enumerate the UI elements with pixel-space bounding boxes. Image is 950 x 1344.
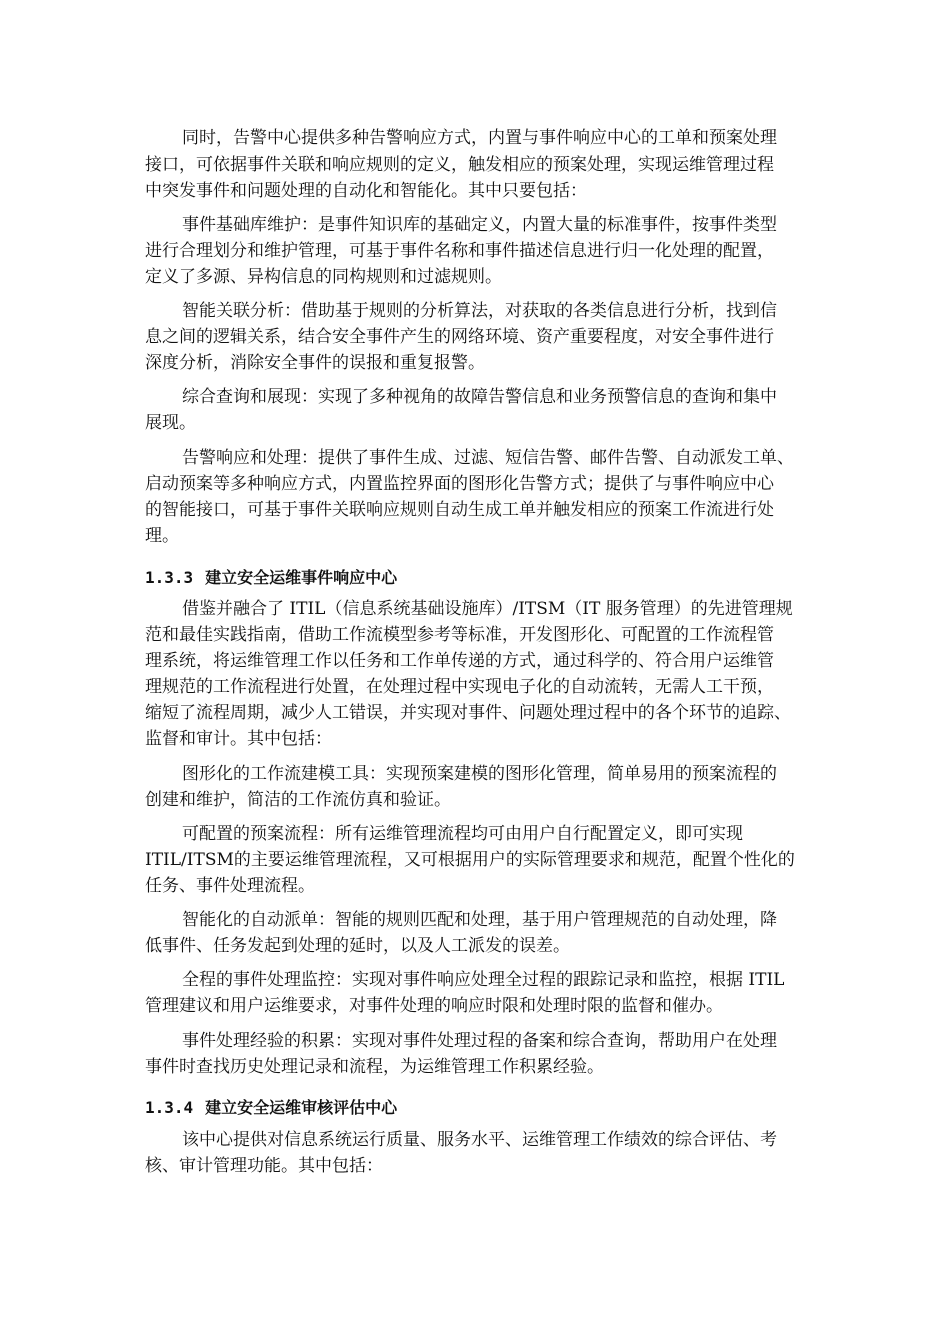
paragraph-line: 定义了多源、异构信息的同构规则和过滤规则。 bbox=[145, 267, 502, 287]
paragraph-line: 智能化的自动派单：智能的规则匹配和处理，基于用户管理规范的自动处理，降 bbox=[182, 910, 777, 930]
paragraph-line: 全程的事件处理监控：实现对事件响应处理全过程的跟踪记录和监控，根据 ITIL bbox=[182, 970, 785, 990]
section-title: 建立安全运维事件响应中心 bbox=[205, 568, 398, 587]
paragraph-line: 中突发事件和问题处理的自动化和智能化。其中只要包括： bbox=[145, 181, 587, 201]
paragraph-line: 管理建议和用户运维要求，对事件处理的响应时限和处理时限的监督和催办。 bbox=[145, 996, 723, 1016]
section-number: 1.3.3 bbox=[145, 568, 194, 587]
paragraph-line: 综合查询和展现：实现了多种视角的故障告警信息和业务预警信息的查询和集中 bbox=[182, 387, 777, 407]
paragraph-line: 事件时查找历史处理记录和流程，为运维管理工作积累经验。 bbox=[145, 1057, 604, 1077]
section-heading-1-3-3 bbox=[145, 567, 397, 589]
paragraph-line: ITIL/ITSM的主要运维管理流程，又可根据用户的实际管理要求和规范，配置个性化的 bbox=[145, 850, 795, 870]
paragraph-line: 可配置的预案流程：所有运维管理流程均可由用户自行配置定义，即可实现 bbox=[182, 824, 743, 844]
paragraph-line: 息之间的逻辑关系，结合安全事件产生的网络环境、资产重要程度，对安全事件进行 bbox=[145, 327, 774, 347]
section-title: 建立安全运维审核评估中心 bbox=[205, 1098, 398, 1117]
paragraph-line: 创建和维护，简洁的工作流仿真和验证。 bbox=[145, 790, 451, 810]
paragraph-line: 范和最佳实践指南，借助工作流模型参考等标准，开发图形化、可配置的工作流程管 bbox=[145, 625, 774, 645]
paragraph-line: 展现。 bbox=[145, 413, 196, 433]
paragraph-line: 低事件、任务发起到处理的延时，以及人工派发的误差。 bbox=[145, 936, 570, 956]
section-heading-1-3-4 bbox=[145, 1097, 397, 1119]
section-number: 1.3.4 bbox=[145, 1098, 194, 1117]
paragraph-line: 缩短了流程周期，减少人工错误，并实现对事件、问题处理过程中的各个环节的追踪、 bbox=[145, 703, 791, 723]
paragraph-line: 事件处理经验的积累：实现对事件处理过程的备案和综合查询，帮助用户在处理 bbox=[182, 1031, 777, 1051]
paragraph-line: 监督和审计。其中包括： bbox=[145, 729, 332, 749]
paragraph-line: 进行合理划分和维护管理，可基于事件名称和事件描述信息进行归一化处理的配置， bbox=[145, 241, 774, 261]
paragraph-line: 的智能接口，可基于事件关联响应规则自动生成工单并触发相应的预案工作流进行处 bbox=[145, 500, 774, 520]
paragraph-line: 核、审计管理功能。其中包括： bbox=[145, 1156, 383, 1176]
paragraph-line: 接口，可依据事件关联和响应规则的定义，触发相应的预案处理，实现运维管理过程 bbox=[145, 155, 774, 175]
paragraph-line: 启动预案等多种响应方式，内置监控界面的图形化告警方式；提供了与事件响应中心 bbox=[145, 474, 774, 494]
paragraph-line: 借鉴并融合了 ITIL（信息系统基础设施库）/ITSM（IT 服务管理）的先进管理规 bbox=[182, 599, 793, 619]
paragraph-line: 该中心提供对信息系统运行质量、服务水平、运维管理工作绩效的综合评估、考 bbox=[182, 1130, 777, 1150]
paragraph-line: 智能关联分析：借助基于规则的分析算法，对获取的各类信息进行分析，找到信 bbox=[182, 301, 777, 321]
paragraph-line: 理系统，将运维管理工作以任务和工作单传递的方式，通过科学的、符合用户运维管 bbox=[145, 651, 774, 671]
paragraph-line: 理规范的工作流程进行处置，在处理过程中实现电子化的自动流转，无需人工干预， bbox=[145, 677, 774, 697]
paragraph-line: 任务、事件处理流程。 bbox=[145, 876, 315, 896]
paragraph-line: 理。 bbox=[145, 526, 179, 546]
paragraph-line: 告警响应和处理：提供了事件生成、过滤、短信告警、邮件告警、自动派发工单、 bbox=[182, 448, 794, 468]
paragraph-line: 事件基础库维护：是事件知识库的基础定义，内置大量的标准事件，按事件类型 bbox=[182, 215, 777, 235]
paragraph-line: 同时，告警中心提供多种告警响应方式，内置与事件响应中心的工单和预案处理 bbox=[182, 128, 777, 148]
paragraph-line: 深度分析，消除安全事件的误报和重复报警。 bbox=[145, 353, 485, 373]
paragraph-line: 图形化的工作流建模工具：实现预案建模的图形化管理，简单易用的预案流程的 bbox=[182, 764, 777, 784]
